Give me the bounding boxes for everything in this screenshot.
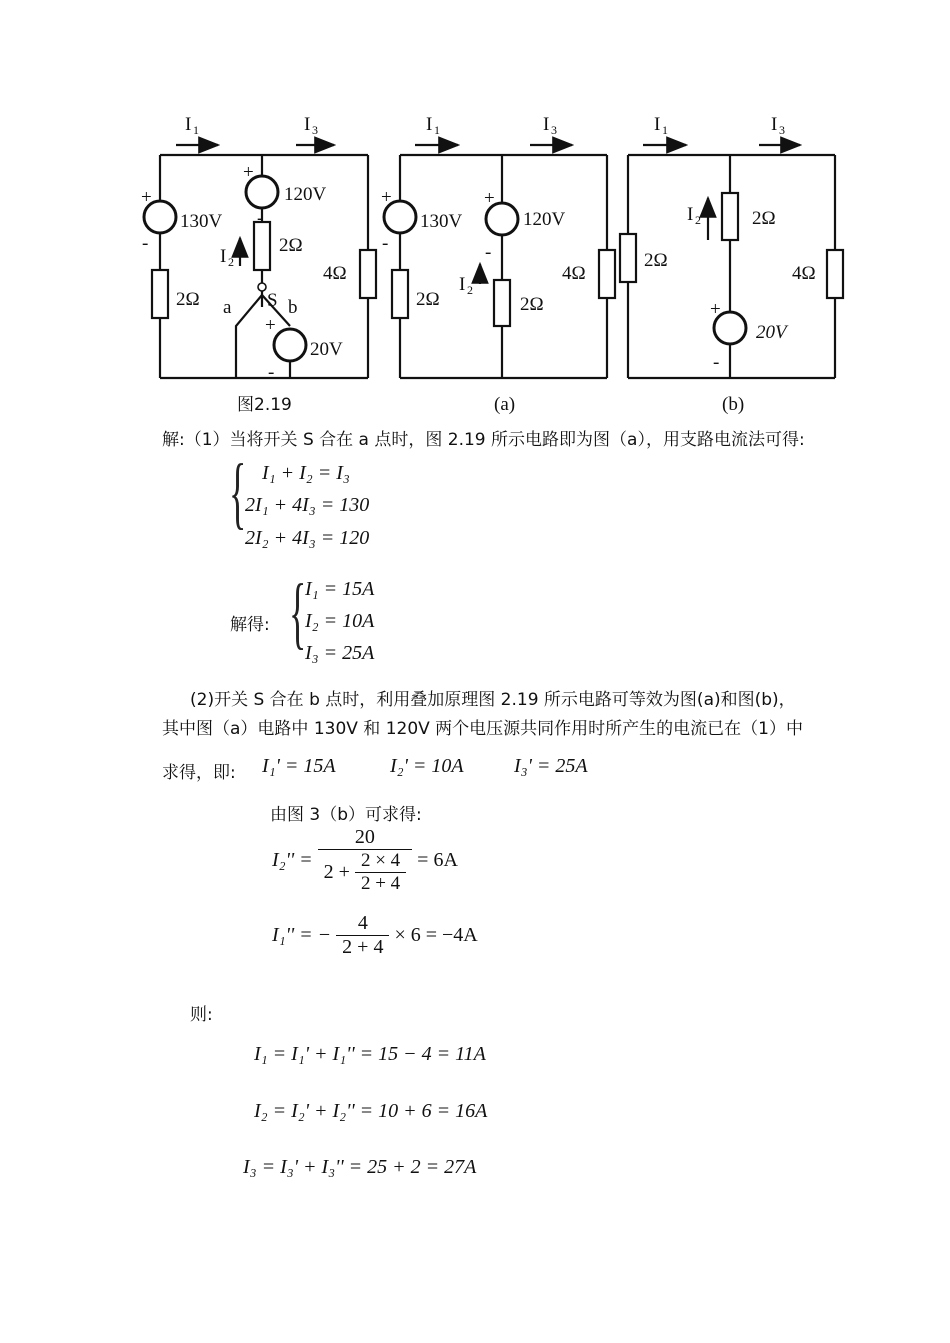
svg-text:-: - xyxy=(713,352,720,373)
svg-text:-: - xyxy=(142,233,149,254)
b-2ohm-mid: 2Ω xyxy=(752,208,776,229)
caption-main: 图2.19 xyxy=(237,395,292,415)
a-130V: 130V xyxy=(420,211,463,232)
main-2ohm-mid: 2Ω xyxy=(279,235,303,256)
para2-line2: 其中图（a）电路中 130V 和 120V 两个电压源共同作用时所产生的电流已在（1）中 xyxy=(162,719,804,739)
intro-line: 解:（1）当将开关 S 合在 a 点时，图 2.19 所示电路即为图（a），用支路电流法可得: xyxy=(162,430,805,450)
solution-1: I₁ = 15A xyxy=(305,578,375,600)
svg-text:3: 3 xyxy=(779,123,785,137)
then-label: 则: xyxy=(190,1005,213,1025)
svg-text:1: 1 xyxy=(434,123,440,137)
main-4ohm: 4Ω xyxy=(323,263,347,284)
svg-text:+: + xyxy=(265,315,276,336)
main-I1: I xyxy=(185,114,192,135)
prime-I1: I₁' = 15A xyxy=(262,755,336,777)
main-120V: 120V xyxy=(284,184,327,205)
prime-I2: I₂' = 10A xyxy=(390,755,464,777)
from-figure-b: 由图 3（b）可求得: xyxy=(270,805,422,825)
main-I3: I xyxy=(304,114,311,135)
eq-3: 2I₂ + 4I₃ = 120 xyxy=(245,527,370,549)
svg-text:-: - xyxy=(268,362,275,383)
circuit-figure xyxy=(0,0,950,420)
main-2ohm-left: 2Ω xyxy=(176,289,200,310)
circuit-a xyxy=(384,145,615,378)
formula-i2pp: I₂'' = 20 2 + $\frac{2 \times 4}{2 + 4}$ = 6A xyxy=(272,826,458,894)
svg-text:1: 1 xyxy=(662,123,668,137)
svg-text:+: + xyxy=(710,299,721,320)
final-I3: I₃ = I₃' + I₃'' = 25 + 2 = 27A xyxy=(243,1156,477,1178)
main-130V: 130V xyxy=(180,211,223,232)
formula-i1pp: I₁'' = − $\frac{4}{2 + 4}$ × 6 = −4A xyxy=(272,912,478,958)
svg-text:-: - xyxy=(257,208,264,229)
svg-text:1: 1 xyxy=(193,123,199,137)
svg-text:3: 3 xyxy=(551,123,557,137)
caption-b: (b) xyxy=(722,394,745,415)
svg-text:+: + xyxy=(141,187,152,208)
b-2ohm-left: 2Ω xyxy=(644,250,668,271)
main-I2: I xyxy=(220,246,227,267)
a-I1: I xyxy=(426,114,433,135)
brace-1: { xyxy=(229,449,247,537)
final-I2: I₂ = I₂' + I₂'' = 10 + 6 = 16A xyxy=(254,1100,488,1122)
switch-S: S xyxy=(267,290,278,311)
svg-text:2: 2 xyxy=(228,255,234,269)
switch-b: b xyxy=(288,297,298,318)
main-20V: 20V xyxy=(310,339,343,360)
svg-text:+: + xyxy=(484,188,495,209)
final-I1: I₁ = I₁' + I₁'' = 15 − 4 = 11A xyxy=(254,1043,486,1065)
a-I2: I xyxy=(459,274,466,295)
svg-text:+: + xyxy=(381,187,392,208)
b-I2: I xyxy=(687,204,694,225)
brace-2: { xyxy=(289,569,307,657)
prime-I3: I₃' = 25A xyxy=(514,755,588,777)
svg-text:-: - xyxy=(485,242,492,263)
a-2ohm-left: 2Ω xyxy=(416,289,440,310)
solution-2: I₂ = 10A xyxy=(305,610,375,632)
eq-2: 2I₁ + 4I₃ = 130 xyxy=(245,494,370,516)
b-I3: I xyxy=(771,114,778,135)
a-4ohm: 4Ω xyxy=(562,263,586,284)
b-20V: 20V xyxy=(756,322,787,343)
switch-a: a xyxy=(223,297,232,318)
b-I1: I xyxy=(654,114,661,135)
caption-a: (a) xyxy=(494,394,516,415)
a-I3: I xyxy=(543,114,550,135)
svg-text:2: 2 xyxy=(695,213,701,227)
para2-line1: (2)开关 S 合在 b 点时，利用叠加原理图 2.19 所示电路可等效为图(a)和图(b)， xyxy=(190,690,796,710)
a-120V: 120V xyxy=(523,209,566,230)
solution-3: I₃ = 25A xyxy=(305,642,375,664)
b-4ohm: 4Ω xyxy=(792,263,816,284)
solved-label: 解得: xyxy=(230,615,270,635)
a-2ohm-mid: 2Ω xyxy=(520,294,544,315)
svg-text:3: 3 xyxy=(312,123,318,137)
svg-text:+: + xyxy=(243,162,254,183)
svg-text:-: - xyxy=(382,233,389,254)
eq-1: I₁ + I₂ = I₃ xyxy=(262,462,350,484)
svg-text:2: 2 xyxy=(467,283,473,297)
para2-line3-prefix: 求得，即: xyxy=(162,763,236,783)
